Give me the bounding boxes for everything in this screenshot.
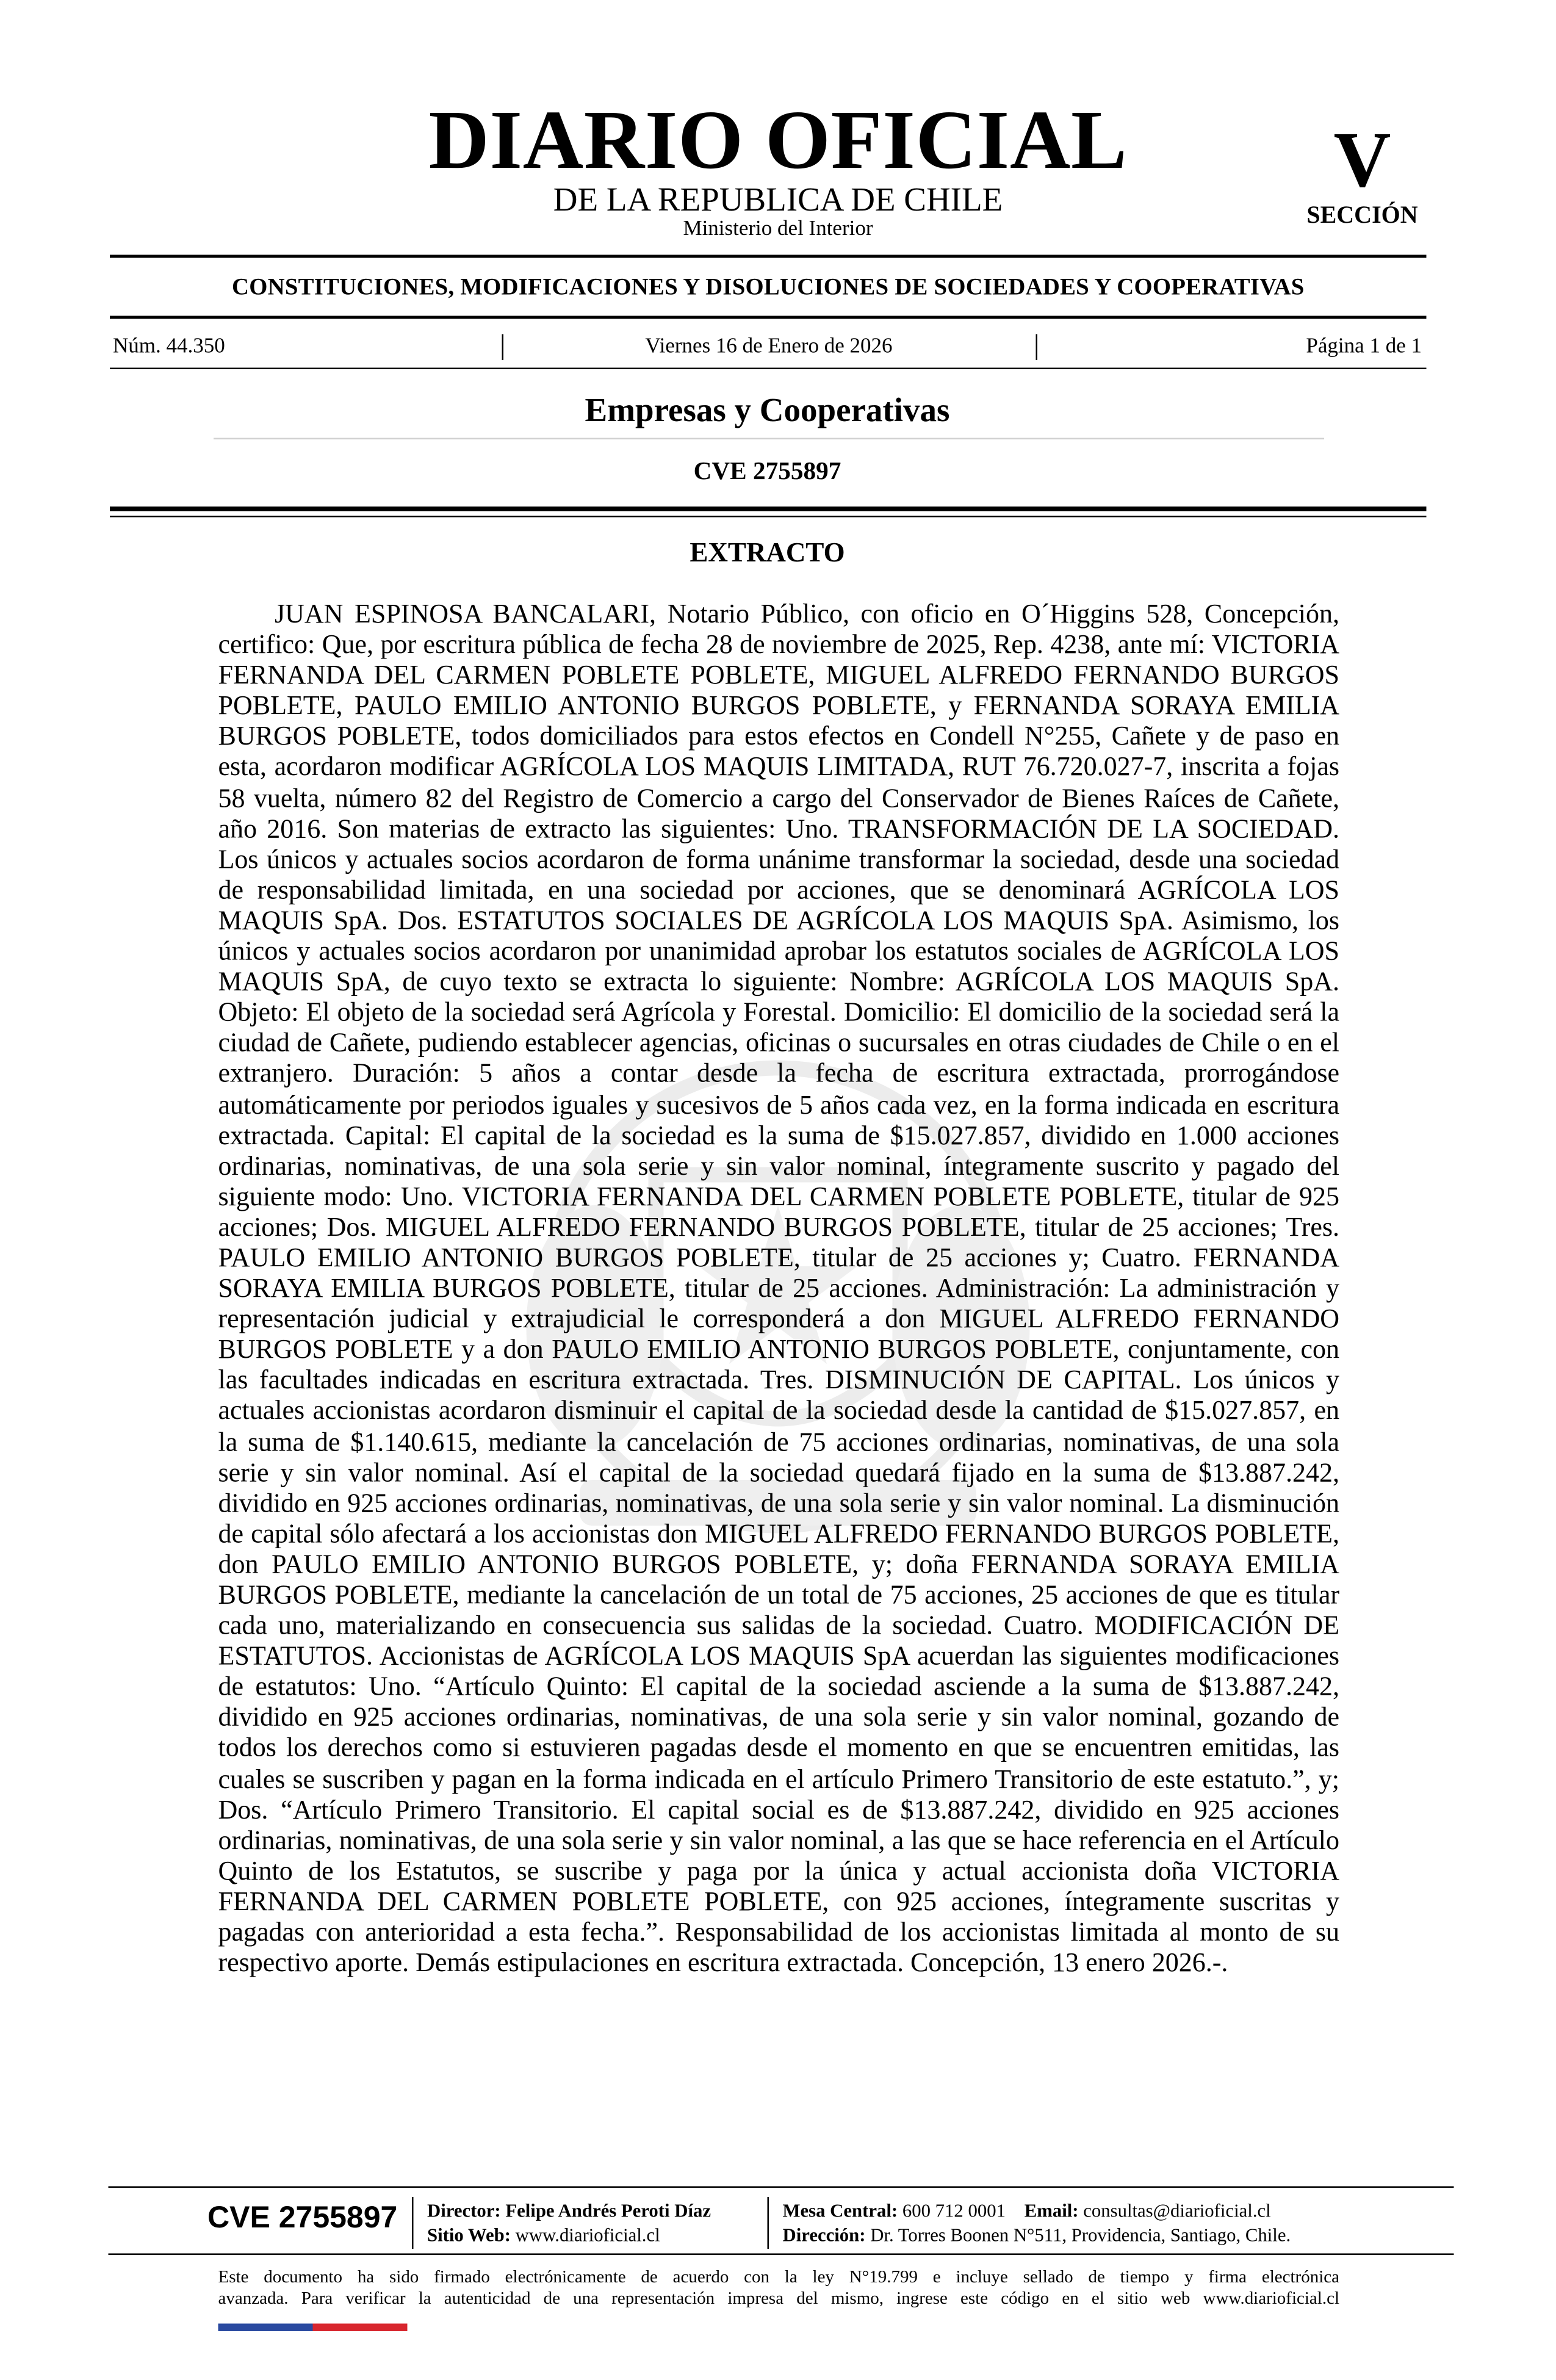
- address-value: Dr. Torres Boonen N°511, Providencia, Santiago, Chile.: [870, 2224, 1291, 2246]
- category-underline: [214, 438, 1324, 440]
- flag-stripe-red: [313, 2324, 408, 2332]
- director-label: Director:: [427, 2200, 501, 2221]
- masthead-subtitle: DE LA REPUBLICA DE CHILE: [553, 180, 1003, 218]
- footer-address: [783, 2224, 1291, 2248]
- content-rule-thick: [110, 507, 1427, 511]
- section-label: SECCIÓN: [1306, 203, 1418, 229]
- masthead-ministry: Ministerio del Interior: [683, 218, 873, 241]
- section-title: CONSTITUCIONES, MODIFICACIONES Y DISOLUCIONES DE SOCIEDADES Y COOPERATIVAS: [231, 275, 1305, 301]
- issue-rule: [110, 368, 1427, 370]
- footer-divider: [412, 2197, 414, 2249]
- footer-cve-code: CVE 2755897: [207, 2201, 398, 2235]
- content-rule-thin: [110, 516, 1427, 517]
- footer-website: [427, 2224, 660, 2248]
- legal-line: Este documento ha sido firmado electrónicamente de acuerdo con la ley N°19.799 e incluye sellado de tiempo y firma electrónica: [218, 2267, 1339, 2287]
- website-link[interactable]: www.diarioficial.cl: [515, 2224, 660, 2246]
- footer-rule-bottom: [109, 2254, 1454, 2256]
- flag-stripe-blue: [218, 2324, 313, 2332]
- header-rule-top: [110, 255, 1427, 258]
- footer-rule-top: [109, 2187, 1454, 2188]
- address-label: Dirección:: [782, 2224, 866, 2246]
- website-label: Sitio Web:: [427, 2224, 511, 2246]
- email-label: Email:: [1024, 2200, 1079, 2221]
- legal-line: avanzada. Para verificar la autenticidad de una representación impresa del mismo, ingrese este código en el sitio web www.diarioficial.cl: [218, 2288, 1339, 2309]
- phone-number: 600 712 0001: [902, 2200, 1006, 2221]
- section-number: V: [1333, 117, 1391, 204]
- footer-director: [427, 2200, 711, 2223]
- footer-divider: [768, 2197, 769, 2249]
- legal-notice: [218, 2267, 1340, 2310]
- footer-contact: [783, 2200, 1271, 2223]
- issue-date: Viernes 16 de Enero de 2026: [645, 336, 893, 359]
- email-link[interactable]: consultas@diarioficial.cl: [1083, 2200, 1271, 2221]
- extract-title: EXTRACTO: [690, 537, 845, 568]
- phone-label: Mesa Central:: [782, 2200, 898, 2221]
- cve-code: CVE 2755897: [693, 456, 841, 485]
- issue-page: Página 1 de 1: [1306, 336, 1422, 359]
- header-rule-middle: [110, 316, 1427, 319]
- masthead-title: DIARIO OFICIAL: [428, 93, 1128, 186]
- issue-number: Núm. 44.350: [113, 336, 225, 359]
- issue-divider: [1036, 334, 1038, 361]
- category-title: Empresas y Cooperativas: [585, 391, 950, 429]
- director-name: Felipe Andrés Peroti Díaz: [505, 2200, 711, 2221]
- extract-body: JUAN ESPINOSA BANCALARI, Notario Público, con oficio en O´Higgins 528, Concepción, certifico: Que, por escritura pública de fecha 28 de noviembre de 2025, Rep. 4238, ante mí: VICTORIA FERNANDA DEL CARMEN POBLETE POBLETE, MIGUEL ALFREDO FERNANDO BURGOS POBLETE, PAULO EMILIO ANTONIO BURGOS POBLETE, y FERNANDA SORAYA EMILIA BURGOS POBLETE, todos domiciliados para estos efectos en Condell N°255, Cañete y de paso en esta, acordaron modificar AGRÍCOLA LOS MAQUIS LIMITADA, RUT 76.720.027-7, inscrita a fojas 58 vuelta, número 82 del Registro de Comercio a cargo del Conservador de Bienes Raíces de Cañete, año 2016. Son materias de extracto las siguientes: Uno. TRANSFORMACIÓN DE LA SOCIEDAD. Los únicos y actuales socios acordaron de forma unánime transformar la sociedad, desde una sociedad de responsabilidad limitada, en una sociedad por acciones, que se denominará AGRÍCOLA LOS MAQUIS SpA. Dos. ESTATUTOS SOCIALES DE AGRÍCOLA LOS MAQUIS SpA. Asimismo, los únicos y actuales socios acordaron por unanimidad aprobar los estatutos sociales de AGRÍCOLA LOS MAQUIS SpA, de cuyo texto se extracta lo siguiente: Nombre: AGRÍCOLA LOS MAQUIS SpA. Objeto: El objeto de la sociedad será Agrícola y Forestal. Domicilio: El domicilio de la sociedad será la ciudad de Cañete, pudiendo establecer agencias, oficinas o sucursales en otras ciudades de Chile o en el extranjero. Duración: 5 años a contar desde la fecha de escritura extractada, prorrogándose automáticamente por periodos iguales y sucesivos de 5 años cada vez, en la forma indicada en escritura extractada. Capital: El capital de la sociedad es la suma de $15.027.857, dividido en 1.000 acciones ordinarias, nominativas, de una sola serie y sin valor nominal, íntegramente suscrito y pagado del siguiente modo: Uno. VICTORIA FERNANDA DEL CARMEN POBLETE POBLETE, titular de 925 acciones; Dos. MIGUEL ALFREDO FERNANDO BURGOS POBLETE, titular de 25 acciones; Tres. PAULO EMILIO ANTONIO BURGOS POBLETE, titular de 25 acciones y; Cuatro. FERNANDA SORAYA EMILIA BURGOS POBLETE, titular de 25 acciones. Administración: La administración y representación judicial y extrajudicial le corresponderá a don MIGUEL ALFREDO FERNANDO BURGOS POBLETE y a don PAULO EMILIO ANTONIO BURGOS POBLETE, conjuntamente, con las facultades indicadas en escritura extractada. Tres. DISMINUCIÓN DE CAPITAL. Los únicos y actuales accionistas acordaron disminuir el capital de la sociedad desde la cantidad de $15.027.857, en la suma de $1.140.615, mediante la cancelación de 75 acciones ordinarias, nominativas, de una sola serie y sin valor nominal. Así el capital de la sociedad quedará fijado en la suma de $13.887.242, dividido en 925 acciones ordinarias, nominativas, de una sola serie y sin valor nominal. La disminución de capital sólo afectará a los accionistas don MIGUEL ALFREDO FERNANDO BURGOS POBLETE, don PAULO EMILIO ANTONIO BURGOS POBLETE, y; doña FERNANDA SORAYA EMILIA BURGOS POBLETE, mediante la cancelación de un total de 75 acciones, 25 acciones de que es titular cada uno, materializando en consecuencia sus salidas de la sociedad. Cuatro. MODIFICACIÓN DE ESTATUTOS. Accionistas de AGRÍCOLA LOS MAQUIS SpA acuerdan las siguientes modificaciones de estatutos: Uno. “Artículo Quinto: El capital de la sociedad asciende a la suma de $13.887.242, dividido en 925 acciones ordinarias, nominativas, de una sola serie y sin valor nominal, gozando de todos los derechos como si estuvieren pagadas desde el momento en que se encuentren emitidas, las cuales se suscriben y pagan en la forma indicada en el artículo Primero Transitorio de este estatuto.”, y; Dos. “Artículo Primero Transitorio. El capital social es de $13.887.242, dividido en 925 acciones ordinarias, nominativas, de una sola serie y sin valor nominal, a las que se hace referencia en el Artículo Quinto de los Estatutos, se suscribe y paga por la única y actual accionista doña VICTORIA FERNANDA DEL CARMEN POBLETE POBLETE, con 925 acciones, íntegramente suscritas y pagadas con anterioridad a esta fecha.”. Responsabilidad de los accionistas limitada al monto de su respectivo aporte. Demás estipulaciones en escritura extractada. Concepción, 13 enero 2026.-.: [218, 598, 1339, 1978]
